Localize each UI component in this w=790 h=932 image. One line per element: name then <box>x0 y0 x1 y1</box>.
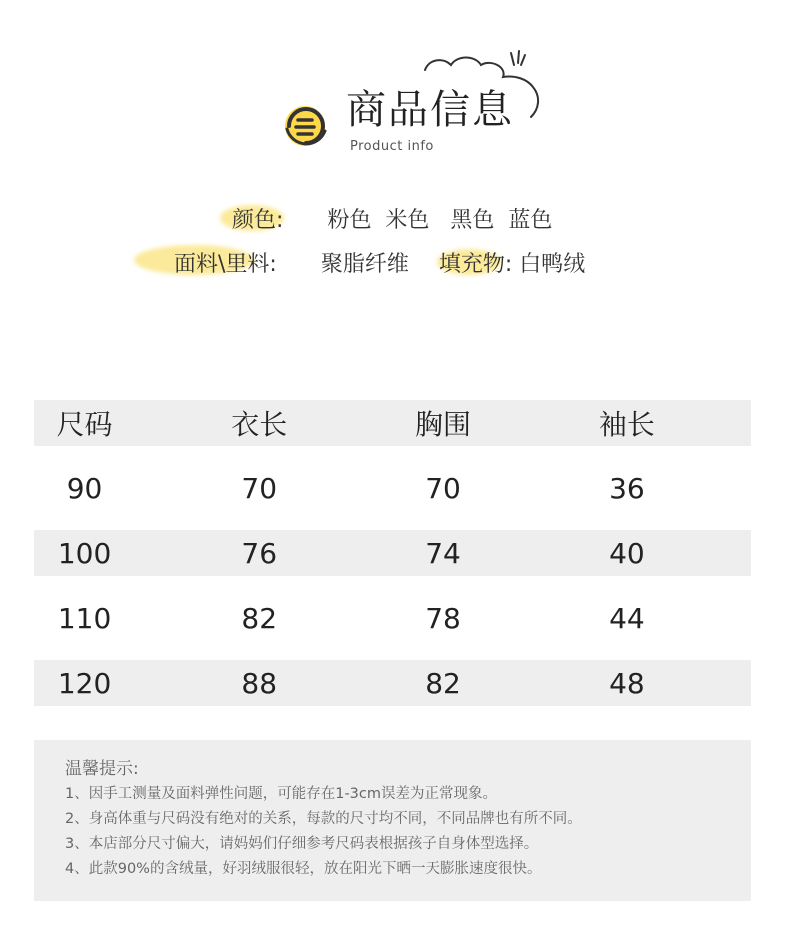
cloud-doodle-icon <box>415 45 555 125</box>
page-title: 商品信息 <box>346 87 514 133</box>
color-row <box>232 203 552 234</box>
size-table <box>34 400 751 725</box>
color-label: 颜色 <box>232 208 277 233</box>
cell-chest: 82 <box>425 666 461 700</box>
tips-panel <box>34 740 751 901</box>
table-row <box>34 530 751 576</box>
table-row <box>34 660 751 706</box>
table-row <box>34 595 751 641</box>
fabric-value: 聚脂纤维 <box>320 252 409 277</box>
color-sep: : <box>276 208 284 233</box>
fabric-sep: : <box>269 252 277 277</box>
cell-chest: 78 <box>425 601 461 635</box>
cell-sleeve: 48 <box>609 666 645 700</box>
header-chest: 胸围 <box>415 408 472 441</box>
fabric-row <box>174 247 585 278</box>
table-row <box>34 465 751 511</box>
filling-label: 填充物 <box>438 252 505 277</box>
cell-sleeve: 40 <box>609 536 645 570</box>
product-info-header <box>0 0 790 180</box>
product-info-icon <box>281 101 331 151</box>
cell-length: 70 <box>241 471 278 505</box>
cell-size: 100 <box>57 536 112 570</box>
header-size: 尺码 <box>56 408 113 441</box>
cell-length: 82 <box>241 601 278 635</box>
fabric-label: 面料\里料 <box>174 252 270 277</box>
cell-sleeve: 36 <box>609 471 645 505</box>
tip-item: 3、本店部分尺寸偏大，请妈妈们仔细参考尺码表根据孩子自身体型选择。 <box>65 836 539 852</box>
cell-size: 120 <box>57 666 112 700</box>
filling-sep: : <box>504 252 513 277</box>
color-label-wrap <box>232 203 283 234</box>
cell-length: 88 <box>241 666 278 700</box>
table-header-row <box>34 400 751 446</box>
cell-size: 110 <box>57 601 112 635</box>
tip-item: 4、此款90%的含绒量，好羽绒服很轻，放在阳光下晒一天膨胀速度很快。 <box>65 861 542 877</box>
fabric-label-wrap <box>174 247 277 278</box>
color-values: 粉色 米色 黑色 蓝色 <box>327 208 553 233</box>
cell-chest: 74 <box>425 536 461 570</box>
cell-length: 76 <box>241 536 278 570</box>
filling-label-wrap <box>439 247 512 278</box>
cell-sleeve: 44 <box>609 601 645 635</box>
tip-item: 1、因手工测量及面料弹性问题，可能存在1-3cm误差为正常现象。 <box>65 786 498 802</box>
header-sleeve: 袖长 <box>598 408 655 441</box>
tip-item: 2、身高体重与尺码没有绝对的关系，每款的尺寸均不同，不同品牌也有所不同。 <box>65 811 582 827</box>
page-subtitle: Product info <box>350 139 434 154</box>
filling-value: 白鸭绒 <box>519 252 586 277</box>
cell-size: 90 <box>66 471 103 505</box>
header-length: 衣长 <box>231 408 288 441</box>
tips-title: 温馨提示: <box>65 759 139 779</box>
cell-chest: 70 <box>425 471 461 505</box>
